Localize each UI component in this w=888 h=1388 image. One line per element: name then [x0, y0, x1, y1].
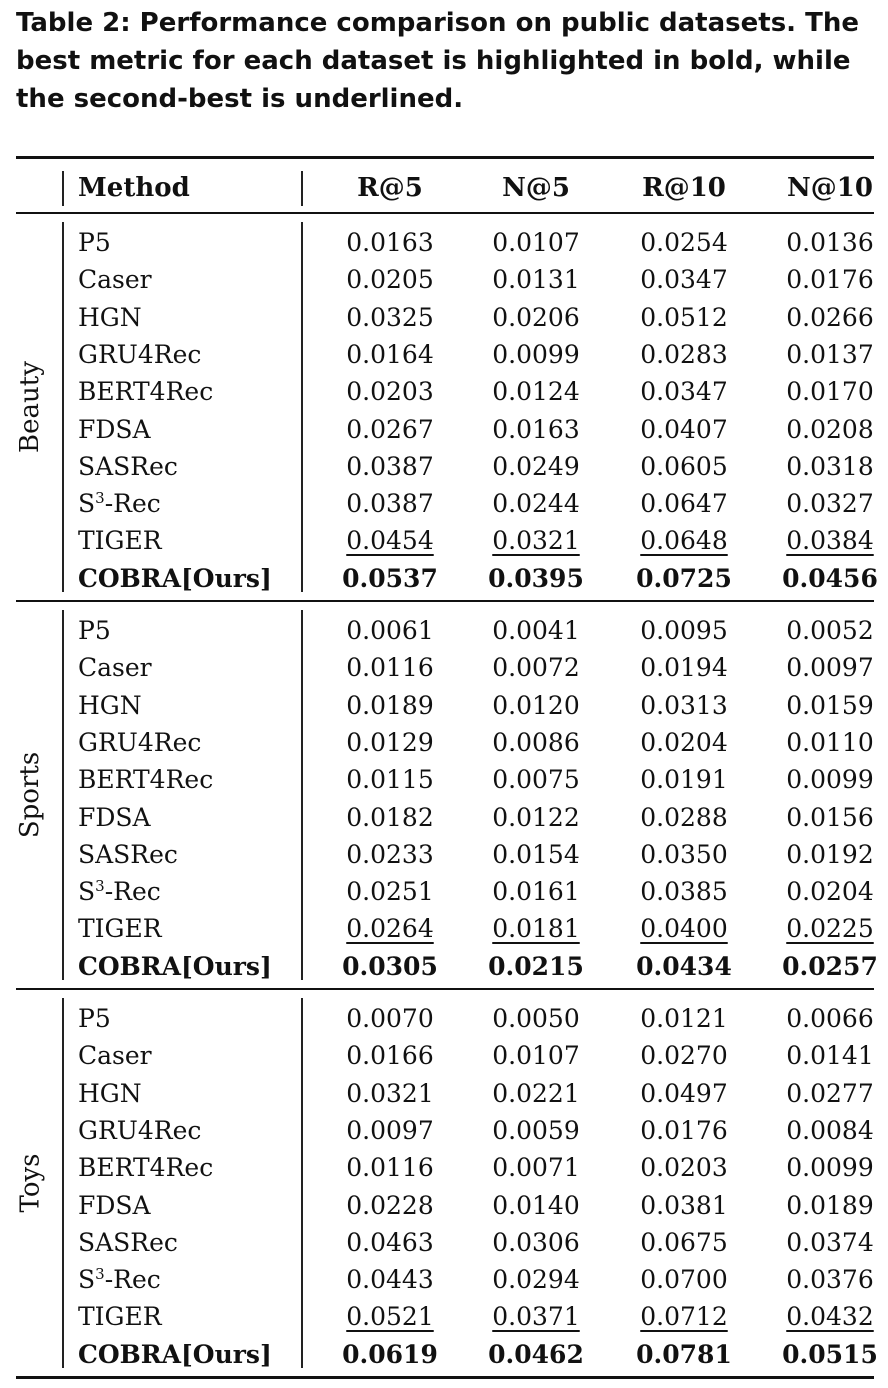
table-row — [16, 799, 874, 836]
table-row — [16, 1261, 874, 1298]
metric-cell: 0.0463 — [346, 1227, 434, 1257]
metric-cell: 0.0432 — [786, 1302, 874, 1332]
table-row — [16, 1336, 878, 1373]
table-row — [16, 948, 878, 985]
metric-cell: 0.0097 — [786, 653, 874, 683]
metric-cell: 0.0163 — [492, 414, 580, 444]
method-name: COBRA[Ours] — [78, 1339, 272, 1369]
metric-cell: 0.0107 — [492, 1041, 580, 1071]
table-caption: Table 2: Performance comparison on public datasets. The best metric for each dataset is highlighted in bold, while the second-best is underlined. — [16, 8, 859, 114]
method-name: SASRec — [78, 451, 178, 481]
metric-cell: 0.0059 — [492, 1115, 580, 1145]
method-name-suffix: -Rec — [104, 489, 161, 519]
metric-cell: 0.0136 — [786, 228, 874, 257]
metric-cell: 0.0156 — [786, 802, 874, 832]
dataset-label-text: Sports — [15, 751, 46, 839]
dataset-section — [15, 214, 878, 600]
method-name: GRU4Rec — [78, 339, 202, 369]
metric-cell: 0.0176 — [640, 1115, 728, 1145]
metric-cell: 0.0176 — [786, 265, 874, 295]
metric-cell: 0.0161 — [492, 877, 580, 907]
metric-cell: 0.0306 — [492, 1227, 580, 1257]
method-name: TIGER — [78, 914, 162, 944]
metric-cell: 0.0257 — [782, 951, 878, 981]
table-row — [16, 910, 874, 947]
metric-cell: 0.0182 — [346, 802, 434, 832]
table-row — [16, 761, 874, 798]
metric-cell: 0.0116 — [346, 1153, 434, 1183]
metric-cell: 0.0050 — [492, 1004, 580, 1033]
header-method: Method — [78, 173, 190, 203]
table-row — [16, 1187, 874, 1224]
metric-cell: 0.0712 — [640, 1302, 728, 1332]
method-name: SASRec — [78, 1227, 178, 1257]
metric-cell: 0.0203 — [346, 377, 434, 407]
metric-cell: 0.0456 — [782, 563, 878, 593]
metric-cell: 0.0066 — [786, 1004, 874, 1033]
metric-cell: 0.0387 — [346, 489, 434, 519]
metric-cell: 0.0072 — [492, 653, 580, 683]
metric-cell: 0.0350 — [640, 839, 728, 869]
method-name: TIGER — [78, 526, 162, 556]
table-row — [16, 1224, 874, 1261]
table-row — [16, 1149, 874, 1186]
metric-cell: 0.0233 — [346, 839, 434, 869]
table-row — [16, 873, 874, 910]
header-n10: N@10 — [787, 173, 873, 203]
metric-cell: 0.0129 — [346, 727, 434, 757]
method-name: COBRA[Ours] — [78, 951, 272, 981]
metric-cell: 0.0647 — [640, 489, 728, 519]
method-name-suffix: -Rec — [104, 1265, 161, 1295]
method-name — [78, 1261, 161, 1298]
metric-cell: 0.0283 — [640, 339, 728, 369]
method-name: BERT4Rec — [78, 377, 214, 407]
metric-cell: 0.0122 — [492, 802, 580, 832]
method-name-superscript: 3 — [95, 877, 105, 896]
metric-cell: 0.0675 — [640, 1227, 728, 1257]
column-divider — [62, 171, 64, 206]
metric-cell: 0.0400 — [640, 914, 728, 944]
method-name: Caser — [78, 265, 152, 295]
table-row — [16, 1112, 874, 1149]
metric-cell: 0.0648 — [640, 526, 728, 556]
metric-cell: 0.0204 — [640, 727, 728, 757]
metric-cell: 0.0325 — [346, 302, 434, 332]
table-row — [16, 485, 874, 522]
method-name: P5 — [78, 616, 111, 645]
method-name-superscript: 3 — [95, 1265, 105, 1284]
metric-cell: 0.0700 — [640, 1265, 728, 1295]
metric-cell: 0.0203 — [640, 1153, 728, 1183]
metric-cell: 0.0321 — [346, 1078, 434, 1108]
method-name-base: S — [78, 489, 96, 519]
metric-cell: 0.0512 — [640, 302, 728, 332]
metric-cell: 0.0294 — [492, 1265, 580, 1295]
method-name: GRU4Rec — [78, 727, 202, 757]
header-r10: R@10 — [642, 173, 726, 203]
method-name — [78, 485, 161, 522]
table-row — [16, 724, 874, 761]
metric-cell: 0.0521 — [346, 1302, 434, 1332]
method-name: P5 — [78, 1004, 111, 1033]
table-row — [16, 448, 874, 485]
metric-cell: 0.0249 — [492, 451, 580, 481]
method-name: HGN — [78, 1078, 142, 1108]
method-name: SASRec — [78, 839, 178, 869]
table-row — [16, 224, 874, 261]
metric-cell: 0.0120 — [492, 690, 580, 720]
metric-cell: 0.0266 — [786, 302, 874, 332]
table-row — [16, 560, 878, 597]
dataset-label-text: Toys — [15, 1153, 46, 1213]
metric-cell: 0.0387 — [346, 451, 434, 481]
metric-cell: 0.0515 — [782, 1339, 878, 1369]
metric-cell: 0.0061 — [346, 616, 434, 645]
metric-cell: 0.0121 — [640, 1004, 728, 1033]
table-row — [16, 1075, 874, 1112]
table-row — [16, 612, 874, 649]
metric-cell: 0.0462 — [488, 1339, 584, 1369]
metric-cell: 0.0619 — [342, 1339, 438, 1369]
method-name: BERT4Rec — [78, 765, 214, 795]
table-row — [16, 1037, 874, 1074]
metric-cell: 0.0225 — [786, 914, 874, 944]
metric-cell: 0.0115 — [346, 765, 434, 795]
table-row — [16, 261, 874, 298]
results-table — [15, 156, 878, 1379]
table-bottom-rule — [16, 1376, 874, 1379]
table-body — [15, 212, 878, 1379]
metric-cell: 0.0205 — [346, 265, 434, 295]
metric-cell: 0.0384 — [786, 526, 874, 556]
table-row — [16, 373, 874, 410]
metric-cell: 0.0537 — [342, 563, 438, 593]
metric-cell: 0.0164 — [346, 339, 434, 369]
metric-cell: 0.0264 — [346, 914, 434, 944]
metric-cell: 0.0215 — [488, 951, 584, 981]
metric-cell: 0.0189 — [786, 1190, 874, 1220]
metric-cell: 0.0318 — [786, 451, 874, 481]
metric-cell: 0.0140 — [492, 1190, 580, 1220]
method-name: TIGER — [78, 1302, 162, 1332]
metric-cell: 0.0052 — [786, 616, 874, 645]
metric-cell: 0.0434 — [636, 951, 732, 981]
dataset-label-text: Beauty — [15, 361, 46, 453]
metric-cell: 0.0497 — [640, 1078, 728, 1108]
metric-cell: 0.0605 — [640, 451, 728, 481]
metric-cell: 0.0095 — [640, 616, 728, 645]
metric-cell: 0.0313 — [640, 690, 728, 720]
method-name-base: S — [78, 877, 96, 907]
metric-cell: 0.0163 — [346, 228, 434, 257]
metric-cell: 0.0124 — [492, 377, 580, 407]
metric-cell: 0.0781 — [636, 1339, 732, 1369]
method-name: HGN — [78, 690, 142, 720]
metric-cell: 0.0208 — [786, 414, 874, 444]
metric-cell: 0.0071 — [492, 1153, 580, 1183]
metric-cell: 0.0099 — [786, 1153, 874, 1183]
metric-cell: 0.0099 — [786, 765, 874, 795]
metric-cell: 0.0189 — [346, 690, 434, 720]
metric-cell: 0.0371 — [492, 1302, 580, 1332]
method-name-base: S — [78, 1265, 96, 1295]
method-name — [78, 873, 161, 910]
dataset-section — [15, 990, 878, 1376]
method-name-suffix: -Rec — [104, 877, 161, 907]
dataset-section — [15, 602, 878, 988]
metric-cell: 0.0141 — [786, 1041, 874, 1071]
method-name-superscript: 3 — [95, 489, 105, 508]
metric-cell: 0.0099 — [492, 339, 580, 369]
header-r5: R@5 — [357, 173, 423, 203]
metric-cell: 0.0376 — [786, 1265, 874, 1295]
metric-cell: 0.0181 — [492, 914, 580, 944]
column-divider — [301, 171, 303, 206]
metric-cell: 0.0084 — [786, 1115, 874, 1145]
table-row — [16, 522, 874, 559]
metric-cell: 0.0251 — [346, 877, 434, 907]
method-name: FDSA — [78, 1190, 151, 1220]
metric-cell: 0.0191 — [640, 765, 728, 795]
metric-cell: 0.0041 — [492, 616, 580, 645]
metric-cell: 0.0277 — [786, 1078, 874, 1108]
header-n5: N@5 — [502, 173, 570, 203]
metric-cell: 0.0381 — [640, 1190, 728, 1220]
metric-cell: 0.0086 — [492, 727, 580, 757]
metric-cell: 0.0321 — [492, 526, 580, 556]
table-row — [16, 649, 874, 686]
metric-cell: 0.0288 — [640, 802, 728, 832]
table-row — [16, 687, 874, 724]
metric-cell: 0.0244 — [492, 489, 580, 519]
method-name: Caser — [78, 653, 152, 683]
metric-cell: 0.0267 — [346, 414, 434, 444]
table-row — [16, 1000, 874, 1037]
metric-cell: 0.0204 — [786, 877, 874, 907]
table-header-row — [16, 159, 874, 212]
table-row — [16, 299, 874, 336]
metric-cell: 0.0107 — [492, 228, 580, 257]
table-row — [16, 1298, 874, 1335]
metric-cell: 0.0327 — [786, 489, 874, 519]
method-name: BERT4Rec — [78, 1153, 214, 1183]
metric-cell: 0.0159 — [786, 690, 874, 720]
method-name: FDSA — [78, 802, 151, 832]
metric-cell: 0.0305 — [342, 951, 438, 981]
table-row — [16, 411, 874, 448]
metric-cell: 0.0385 — [640, 877, 728, 907]
metric-cell: 0.0395 — [488, 563, 584, 593]
metric-cell: 0.0206 — [492, 302, 580, 332]
method-name: COBRA[Ours] — [78, 563, 272, 593]
metric-cell: 0.0228 — [346, 1190, 434, 1220]
metric-cell: 0.0166 — [346, 1041, 434, 1071]
method-name: Caser — [78, 1041, 152, 1071]
metric-cell: 0.0454 — [346, 526, 434, 556]
metric-cell: 0.0725 — [636, 563, 732, 593]
metric-cell: 0.0137 — [786, 339, 874, 369]
method-name: HGN — [78, 302, 142, 332]
metric-cell: 0.0192 — [786, 839, 874, 869]
method-name: FDSA — [78, 414, 151, 444]
metric-cell: 0.0347 — [640, 377, 728, 407]
metric-cell: 0.0194 — [640, 653, 728, 683]
metric-cell: 0.0116 — [346, 653, 434, 683]
metric-cell: 0.0443 — [346, 1265, 434, 1295]
metric-cell: 0.0070 — [346, 1004, 434, 1033]
metric-cell: 0.0075 — [492, 765, 580, 795]
metric-cell: 0.0347 — [640, 265, 728, 295]
method-name: GRU4Rec — [78, 1115, 202, 1145]
metric-cell: 0.0110 — [786, 727, 874, 757]
metric-cell: 0.0131 — [492, 265, 580, 295]
table-row — [16, 836, 874, 873]
metric-cell: 0.0407 — [640, 414, 728, 444]
metric-cell: 0.0154 — [492, 839, 580, 869]
metric-cell: 0.0097 — [346, 1115, 434, 1145]
metric-cell: 0.0270 — [640, 1041, 728, 1071]
metric-cell: 0.0254 — [640, 228, 728, 257]
metric-cell: 0.0374 — [786, 1227, 874, 1257]
table-row — [16, 336, 874, 373]
metric-cell: 0.0170 — [786, 377, 874, 407]
metric-cell: 0.0221 — [492, 1078, 580, 1108]
method-name: P5 — [78, 228, 111, 257]
